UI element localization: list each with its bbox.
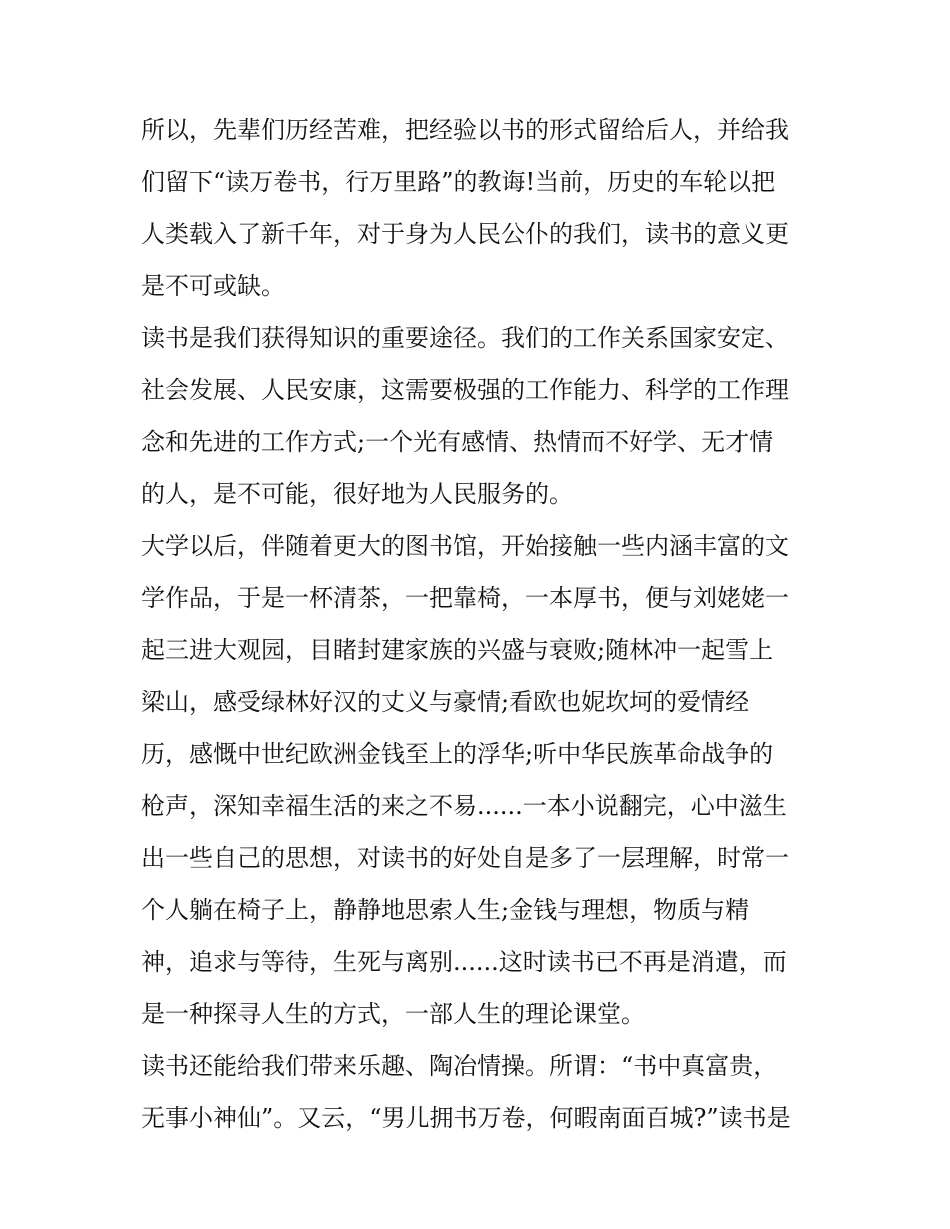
text-line: 神，追求与等待，生死与离别......这时读书已不再是消遣，而	[141, 948, 787, 976]
text-line: 是一种探寻人生的方式，一部人生的理论课堂。	[141, 1000, 645, 1028]
text-line: 的人，是不可能，很好地为人民服务的。	[141, 480, 573, 508]
paragraph-4	[141, 1040, 821, 1144]
text-line: 枪声，深知幸福生活的来之不易......一本小说翻完，心中滋生	[141, 792, 787, 820]
paragraph-1	[141, 104, 821, 312]
text-line: 学作品，于是一杯清茶，一把靠椅，一本厚书，便与刘姥姥一	[141, 584, 789, 612]
text-line: 无事小神仙”。又云，“男儿拥书万卷，何暇南面百城?”读书是	[141, 1104, 791, 1132]
text-line: 历，感慨中世纪欧洲金钱至上的浮华;听中华民族革命战争的	[141, 740, 774, 768]
text-line: 大学以后，伴随着更大的图书馆，开始接触一些内涵丰富的文	[141, 532, 789, 560]
text-line: 起三进大观园，目睹封建家族的兴盛与衰败;随林冲一起雪上	[141, 636, 774, 664]
text-line: 个人躺在椅子上，静静地思索人生;金钱与理想，物质与精	[141, 896, 750, 924]
paragraph-3	[141, 520, 821, 1040]
paragraph-2	[141, 312, 821, 520]
text-line: 出一些自己的思想，对读书的好处自是多了一层理解，时常一	[141, 844, 789, 872]
text-line: 们留下“读万卷书，行万里路”的教诲!当前，历史的车轮以把	[141, 168, 776, 196]
text-line: 社会发展、人民安康，这需要极强的工作能力、科学的工作理	[141, 376, 789, 404]
text-line: 读书是我们获得知识的重要途径。我们的工作关系国家安定、	[141, 324, 789, 352]
document-body	[141, 104, 821, 1144]
text-line: 读书还能给我们带来乐趣、陶冶情操。所谓：“书中真富贵，	[141, 1052, 778, 1080]
text-line: 是不可或缺。	[141, 272, 285, 300]
text-line: 人类载入了新千年，对于身为人民公仆的我们，读书的意义更	[141, 220, 789, 248]
text-line: 念和先进的工作方式;一个光有感情、热情而不好学、无才情	[141, 428, 774, 456]
text-line: 所以，先辈们历经苦难，把经验以书的形式留给后人，并给我	[141, 116, 789, 144]
text-line: 梁山，感受绿林好汉的丈义与豪情;看欧也妮坎坷的爱情经	[141, 688, 750, 716]
